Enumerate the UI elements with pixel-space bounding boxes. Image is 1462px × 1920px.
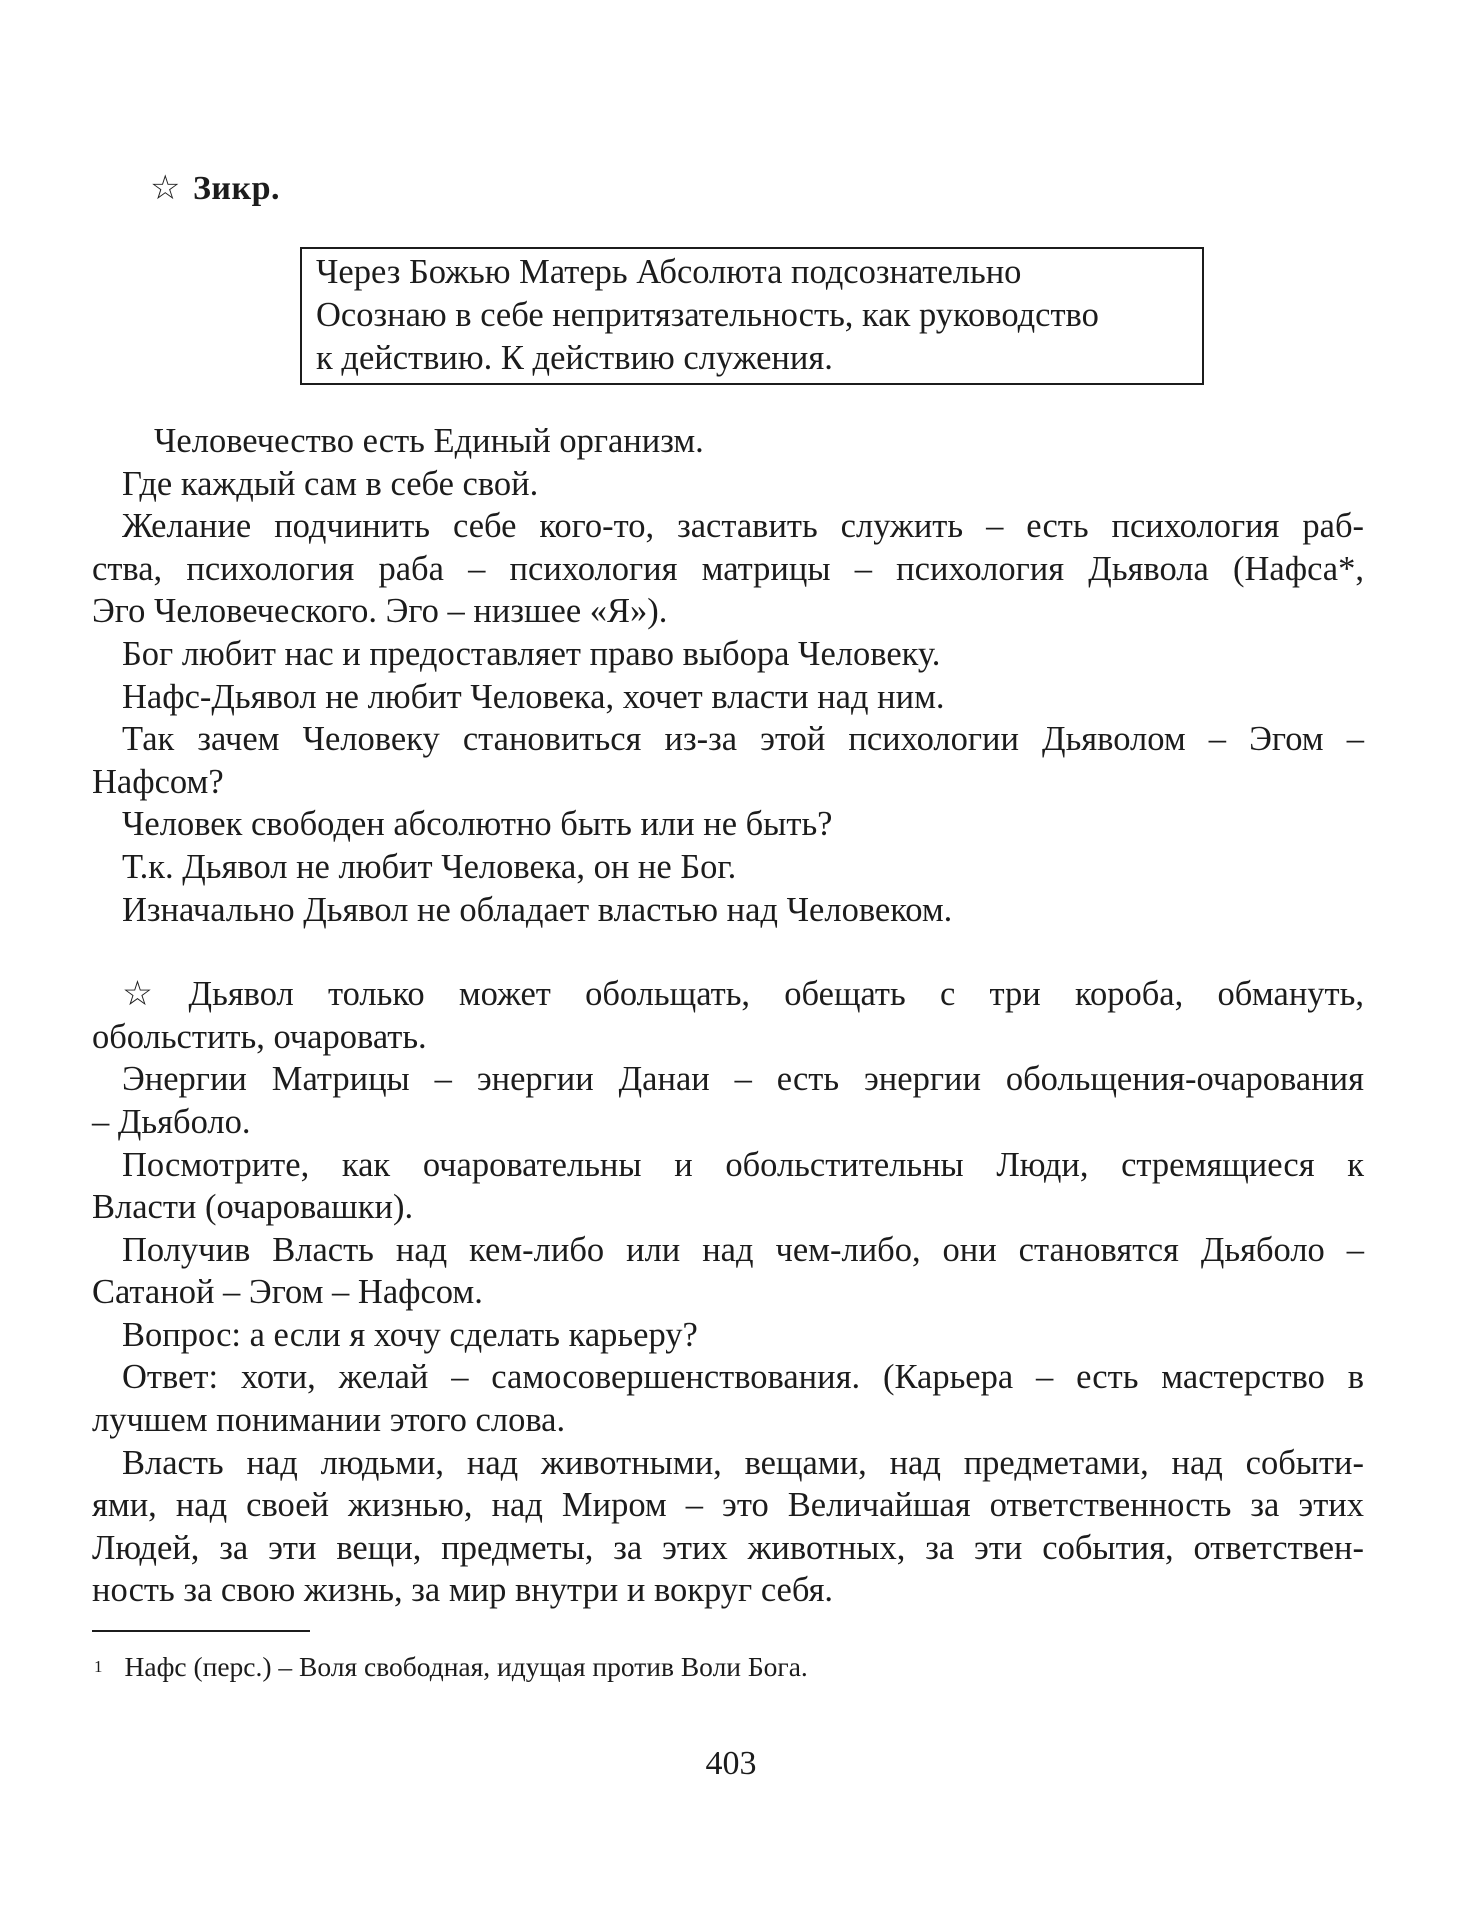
body-text bbox=[92, 420, 1364, 1612]
text-line: Бог любит нас и предоставляет право выбора Человеку. bbox=[122, 634, 941, 673]
star-icon: ☆ bbox=[122, 975, 179, 1014]
text-line: Посмотрите, как очаровательны и обольстительны Люди, стремящиеся к bbox=[122, 1145, 1364, 1184]
text-line: Власти (очаровашки). bbox=[92, 1188, 414, 1227]
text-line: лучшем понимании этого слова. bbox=[92, 1401, 566, 1440]
text-line: ность за свою жизнь, за мир внутри и вокруг себя. bbox=[92, 1571, 834, 1610]
text-line bbox=[92, 973, 1364, 1016]
section-heading bbox=[150, 168, 280, 208]
text-line: Вопрос: а если я хочу сделать карьеру? bbox=[122, 1315, 698, 1354]
text-line: Так зачем Человеку становиться из-за этой психологии Дьяволом – Эгом – bbox=[122, 720, 1364, 759]
text-line: Изначально Дьявол не обладает властью над Человеком. bbox=[122, 890, 953, 929]
text-line: Человек свободен абсолютно быть или не быть? bbox=[122, 805, 833, 844]
text-line: Ответ: хоти, желай – самосовершенствования. (Карьера – есть мастерство в bbox=[122, 1358, 1364, 1397]
footnote bbox=[94, 1650, 808, 1684]
page-number: 403 bbox=[705, 1745, 757, 1782]
text-line: – Дьяболо. bbox=[92, 1102, 251, 1141]
zikr-line: Через Божью Матерь Абсолюта подсознательно bbox=[316, 253, 1022, 291]
text-line: Желание подчинить себе кого-то, заставить служить – есть психология раб- bbox=[122, 507, 1364, 546]
footnote-text: Нафс (перс.) – Воля свободная, идущая против Воли Бога. bbox=[124, 1651, 808, 1682]
footnote-mark: 1 bbox=[94, 1657, 103, 1676]
star-icon: ☆ bbox=[150, 170, 181, 207]
zikr-line: Осознаю в себе непритязательность, как руководство bbox=[316, 296, 1099, 334]
text-line: Сатаной – Эгом – Нафсом. bbox=[92, 1273, 483, 1312]
text-line: Получив Власть над кем-либо или над чем-либо, они становятся Дьяболо – bbox=[122, 1230, 1364, 1269]
text-line: Т.к. Дьявол не любит Человека, он не Бог. bbox=[122, 847, 737, 886]
text-line: Человечество есть Единый организм. bbox=[154, 422, 704, 460]
text-line: Людей, за эти вещи, предметы, за этих животных, за эти события, ответствен- bbox=[92, 1528, 1364, 1567]
paragraph-gap bbox=[92, 931, 1364, 973]
text-line: обольстить, очаровать. bbox=[92, 1017, 427, 1056]
text-line: Нафсом? bbox=[92, 762, 224, 801]
text-line: ства, психология раба – психология матрицы – психология Дьявола (Нафса*, bbox=[92, 549, 1364, 588]
text-line: ями, над своей жизнью, над Миром – это Величайшая ответственность за этих bbox=[92, 1486, 1364, 1525]
text-line-content: Дьявол только может обольщать, обещать с три короба, обмануть, bbox=[188, 975, 1364, 1014]
text-line: Эго Человеческого. Эго – низшее «Я»). bbox=[92, 592, 668, 631]
text-line: Энергии Матрицы – энергии Данаи – есть энергии обольщения-очарования bbox=[122, 1060, 1364, 1099]
zikr-line: к действию. К действию служения. bbox=[316, 339, 833, 377]
text-line: Власть над людьми, над животными, вещами, над предметами, над событи- bbox=[122, 1443, 1364, 1482]
zikr-box bbox=[300, 247, 1204, 385]
footnote-divider bbox=[92, 1630, 310, 1632]
text-line: Где каждый сам в себе свой. bbox=[122, 464, 539, 503]
text-line: Нафс-Дьявол не любит Человека, хочет власти над ним. bbox=[122, 677, 945, 716]
heading-title: Зикр. bbox=[192, 170, 281, 207]
